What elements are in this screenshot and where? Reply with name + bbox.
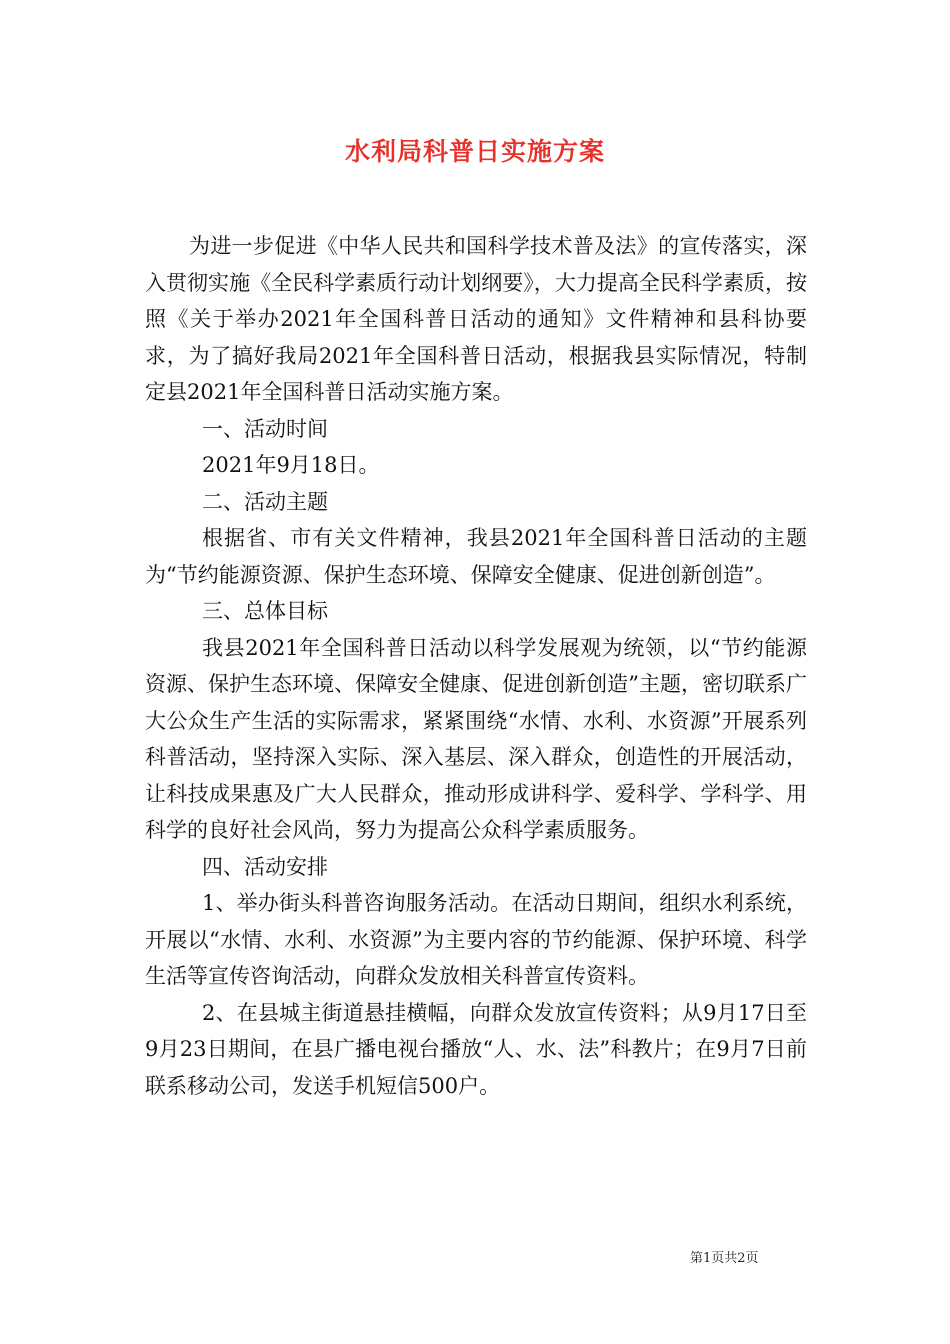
section-heading-time: 一、活动时间 <box>202 416 328 441</box>
section-body-theme: 根据省、市有关文件精神，我县2021年全国科普日活动的主题为“节约能源资源、保护生态环境、保障安全健康、促进创新创造”。 <box>145 526 807 587</box>
arrangement-item-2: 2、在县城主街道悬挂横幅，向群众发放宣传资料；从9月17日至9月23日期间，在县广播电视台播放“人、水、法”科教片；在9月7日前联系移动公司，发送手机短信500户。 <box>145 1000 807 1098</box>
section-heading-theme: 二、活动主题 <box>202 489 328 514</box>
section-heading-goals: 三、总体目标 <box>202 599 328 623</box>
arrangement-item-1: 1、举办街头科普咨询服务活动。在活动日期间，组织水利系统，开展以“水情、水利、水资源”为主要内容的节约能源、保护环境、科学生活等宣传咨询活动，向群众发放相关科普宣传资料。 <box>145 891 807 988</box>
intro-paragraph: 为进一步促进《中华人民共和国科学技术普及法》的宣传落实，深入贯彻实施《全民科学素质行动计划纲要》，大力提高全民科学素质，按照《关于举办2021年全国科普日活动的通知》文件精神和县科协要求，为了搞好我局2021年全国科普日活动，根据我县实际情况，特制定县2021年全国科普日活动实施方案。 <box>145 234 807 404</box>
section-body-goals: 我县2021年全国科普日活动以科学发展观为统领，以“节约能源资源、保护生态环境、保障安全健康、促进创新创造”主题，密切联系广大公众生产生活的实际需求，紧紧围绕“水情、水利、水资源”开展系列科普活动，坚持深入实际、深入基层、深入群众，创造性的开展活动，让科技成果惠及广大人民群众，推动形成讲科学、爱科学、学科学、用科学的良好社会风尚，努力为提高公众科学素质服务。 <box>145 635 807 842</box>
page-indicator: 第1页共2页 <box>690 1251 759 1266</box>
document-body <box>145 228 807 1104</box>
section-heading-arrangements: 四、活动安排 <box>202 854 328 879</box>
section-body-time: 2021年9月18日。 <box>202 453 380 477</box>
document-title: 水利局科普日实施方案 <box>344 137 605 166</box>
